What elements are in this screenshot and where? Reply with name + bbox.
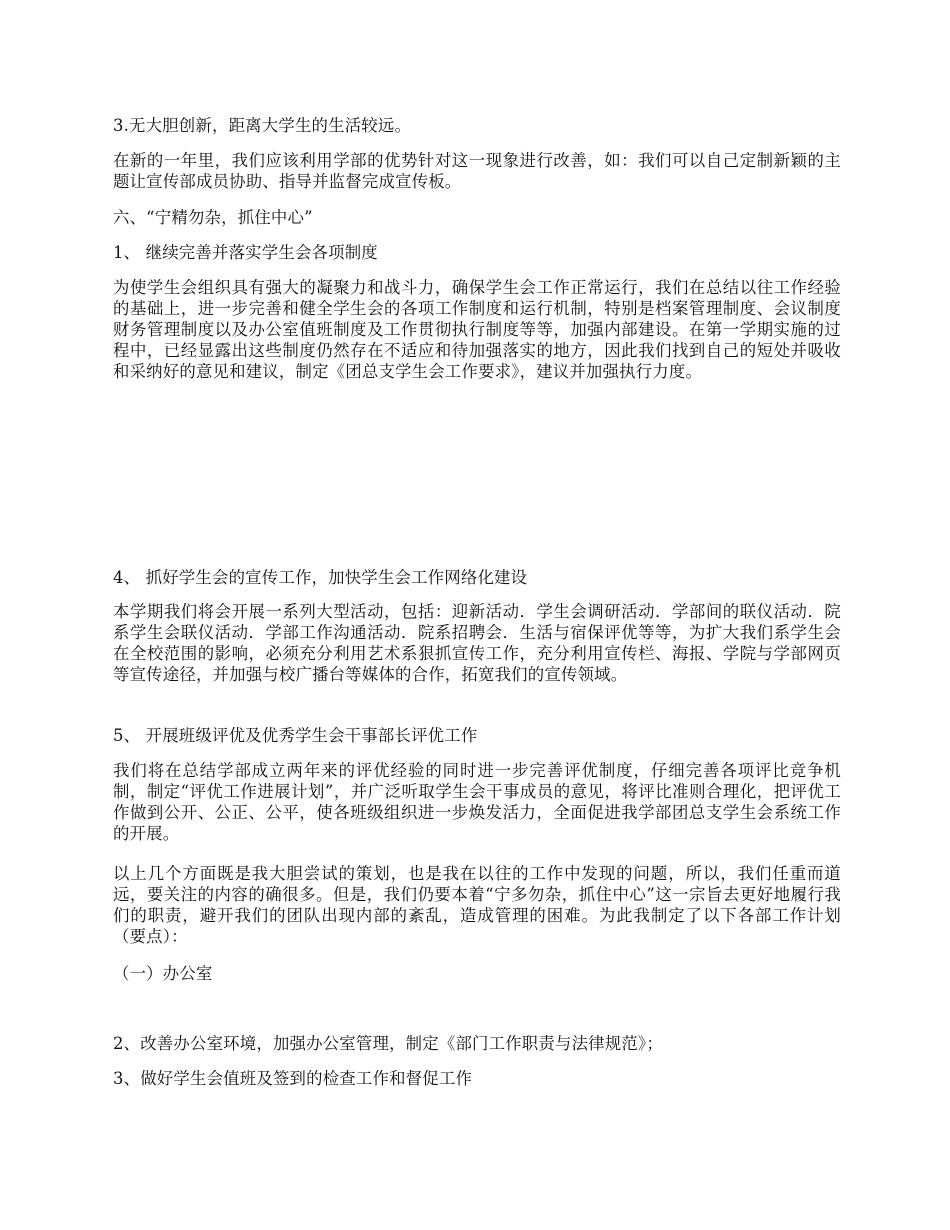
item-heading-4: 4、 抓好学生会的宣传工作，加快学生会工作网络化建设 <box>113 568 528 587</box>
paragraph-publicity: 本学期我们将会开展一系列大型活动，包括：迎新活动．学生会调研活动．学部间的联仪活动．院系学生会联仪活动．学部工作沟通活动．院系招聘会．生活与宿保评优等等，为扩大我们系学生会在全校范围的影响，必须充分利用艺术系狠抓宣传工作，充分利用宣传栏、海报、学院与学部网页等宣传途径，并加强与校广播台等媒体的合作，拓宽我们的宣传领域。 <box>113 602 841 684</box>
section-heading-six: 六、“宁精勿杂，抓住中心” <box>113 208 313 227</box>
item-heading-5: 5、 开展班级评优及优秀学生会干事部长评优工作 <box>113 726 478 745</box>
paragraph-improvement-plan: 在新的一年里，我们应该利用学部的优势针对这一现象进行改善，如：我们可以自己定制新颖的主题让宣传部成员协助、指导并监督完成宣传板。 <box>113 151 841 191</box>
item-heading-1: 1、 继续完善并落实学生会各项制度 <box>113 243 378 262</box>
paragraph-rules: 为使学生会组织具有强大的凝聚力和战斗力，确保学生会工作正常运行，我们在总结以往工作经验的基础上，进一步完善和健全学生会的各项工作制度和运行机制，特别是档案管理制度、会议制度财务管理制度以及办公室值班制度及工作贯彻执行制度等等，加强内部建设。在第一学期实施的过程中，已经显露出这些制度仍然存在不适应和待加强落实的地方，因此我们找到自己的短处并吸收和采纳好的意见和建议，制定《团总支学生会工作要求》，建议并加强执行力度。 <box>113 278 841 381</box>
paragraph-summary: 以上几个方面既是我大胆尝试的策划，也是我在以往的工作中发现的问题，所以，我们任重而道远，要关注的内容的确很多。但是，我们仍要本着“宁多勿杂，抓住中心”这一宗旨去更好地履行我们的职责，避开我们的团队出现内部的紊乱，造成管理的困难。为此我制定了以下各部工作计划（要点）： <box>113 864 841 946</box>
office-item-3: 3、做好学生会值班及签到的检查工作和督促工作 <box>113 1069 473 1088</box>
paragraph-evaluation: 我们将在总结学部成立两年来的评优经验的同时进一步完善评优制度，仔细完善各项评比竞争机制，制定“评优工作进展计划”，并广泛听取学生会干事成员的意见，将评比准则合理化，把评优工作做到公开、公正、公平，使各班级组织进一步焕发活力，全面促进我学部团总支学生会系统工作的开展。 <box>113 761 841 843</box>
paragraph-no-innovation: 3.无大胆创新，距离大学生的生活较远。 <box>113 116 412 135</box>
office-item-2: 2、改善办公室环境，加强办公室管理，制定《部门工作职责与法律规范》； <box>113 1034 663 1053</box>
subsection-heading-office: （一）办公室 <box>113 964 213 983</box>
